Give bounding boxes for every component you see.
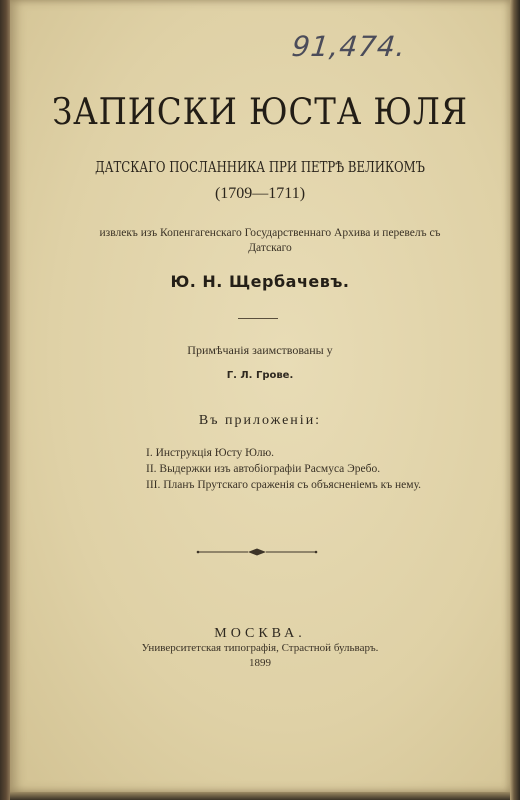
publication-city: МОСКВА.: [214, 626, 306, 641]
publication-year: 1899: [249, 657, 271, 669]
page-edge: [510, 0, 520, 800]
notes-author: Г. Л. Гровe.: [226, 370, 294, 381]
appendix-item: I. Инструкція Юсту Юлю.: [146, 447, 275, 459]
book-spine: [0, 0, 10, 800]
translation-credit: [80, 226, 460, 256]
book-title: ЗАПИСКИ ЮСТА ЮЛЯ: [52, 92, 468, 133]
book-years: (1709—1711): [214, 185, 306, 202]
appendix-item: III. Планъ Прутскаго сраженія съ объясненіемъ къ нему.: [146, 479, 422, 491]
notes-credit: Примѣчанія заимствованы у: [187, 343, 333, 357]
translator-name: Ю. Н. Щербачевъ.: [170, 272, 350, 291]
translation-credit-line-2: Датскаго: [248, 242, 292, 254]
handwritten-call-number: 91,474.: [290, 30, 408, 63]
ornamental-rule: [196, 548, 318, 556]
title-page: [10, 0, 510, 792]
translation-credit-line-1: извлекъ изъ Копенгагенскаго Государственнаго Архива и перевелъ съ: [99, 227, 441, 239]
appendix-list: [146, 445, 476, 493]
appendix-heading: Въ приложеніи:: [198, 413, 322, 428]
page-bottom-edge: [10, 792, 510, 800]
short-divider: [238, 318, 278, 319]
book-subtitle: ДАТСКАГО ПОСЛАННИКА ПРИ ПЕТРѢ ВЕЛИКОМЪ: [95, 158, 425, 176]
appendix-item: II. Выдержки изъ автобіографіи Расмуса Эребо.: [146, 463, 381, 475]
printer-name: Университетская типографія, Страстной бульваръ.: [141, 642, 379, 654]
